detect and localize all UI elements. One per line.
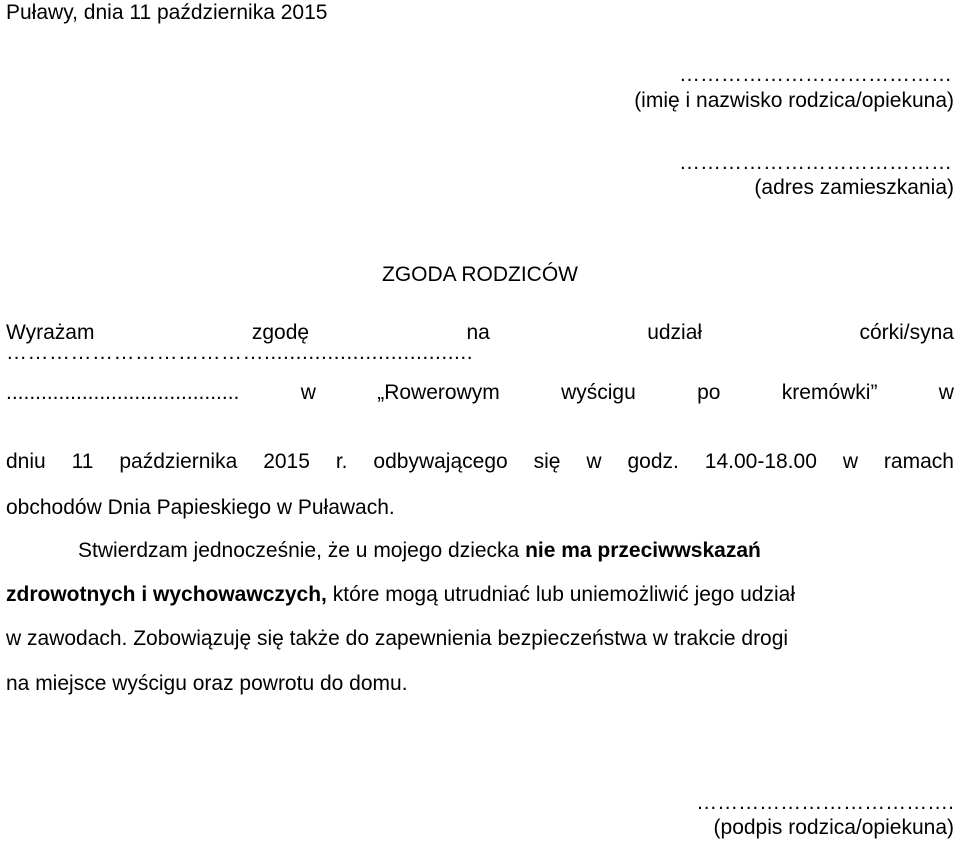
consent-line-3 <box>6 380 954 406</box>
word: udział <box>647 321 703 344</box>
word: r. <box>335 450 348 473</box>
word: w <box>586 450 602 473</box>
consent-line-5: obchodów Dnia Papieskiego w Puławach. <box>6 496 395 519</box>
statement-bold: nie ma przeciwwskazań <box>525 539 761 562</box>
statement-bold: zdrowotnych i wychowawczych, <box>6 583 327 606</box>
parent-name-dots: ………………………………… <box>679 63 952 86</box>
address-dots: ………………………………… <box>679 151 952 174</box>
word: w <box>938 381 954 404</box>
place-date: Puławy, dnia 11 października 2015 <box>6 1 328 24</box>
child-name-dots: ………………………………................................. <box>6 341 474 364</box>
word: w <box>842 450 858 473</box>
statement-line-1 <box>78 538 954 564</box>
word: kremówki” <box>781 381 878 404</box>
word: wyścigu <box>561 381 636 404</box>
statement-text: które mogą utrudniać lub uniemożliwić jego udział <box>326 583 795 606</box>
statement-line-3: w zawodach. Zobowiązuję się także do zapewnienia bezpieczeństwa w trakcie drogi <box>6 627 789 650</box>
statement-line-2 <box>6 582 795 608</box>
word: ramach <box>883 450 954 473</box>
word: córki/syna <box>859 321 954 344</box>
parent-name-label: (imię i nazwisko rodzica/opiekuna) <box>634 89 954 112</box>
word: 14.00-18.00 <box>704 450 817 473</box>
word: odbywającego <box>373 450 508 473</box>
word: godz. <box>627 450 679 473</box>
word: 2015 <box>263 450 310 473</box>
word: po <box>697 381 721 404</box>
address-label: (adres zamieszkania) <box>754 176 954 199</box>
statement-line-4: na miejsce wyścigu oraz powrotu do domu. <box>6 672 408 695</box>
word: „Rowerowym <box>377 381 500 404</box>
word: się <box>533 450 561 473</box>
word: października <box>119 450 238 473</box>
word: dniu <box>6 450 46 473</box>
document-title: ZGODA RODZICÓW <box>382 263 578 286</box>
statement-text: Stwierdzam jednocześnie, że u mojego dziecka <box>78 539 526 562</box>
word: zgodę <box>251 321 310 344</box>
word: 11 <box>71 450 94 473</box>
consent-line-4 <box>6 449 954 475</box>
word: na <box>466 321 490 344</box>
child-name-dots-tail: ........................................ <box>6 381 240 404</box>
word: w <box>300 381 316 404</box>
word: Wyrażam <box>6 321 95 344</box>
signature-dots: ………………………………. <box>696 791 954 814</box>
signature-label: (podpis rodzica/opiekuna) <box>713 816 954 839</box>
